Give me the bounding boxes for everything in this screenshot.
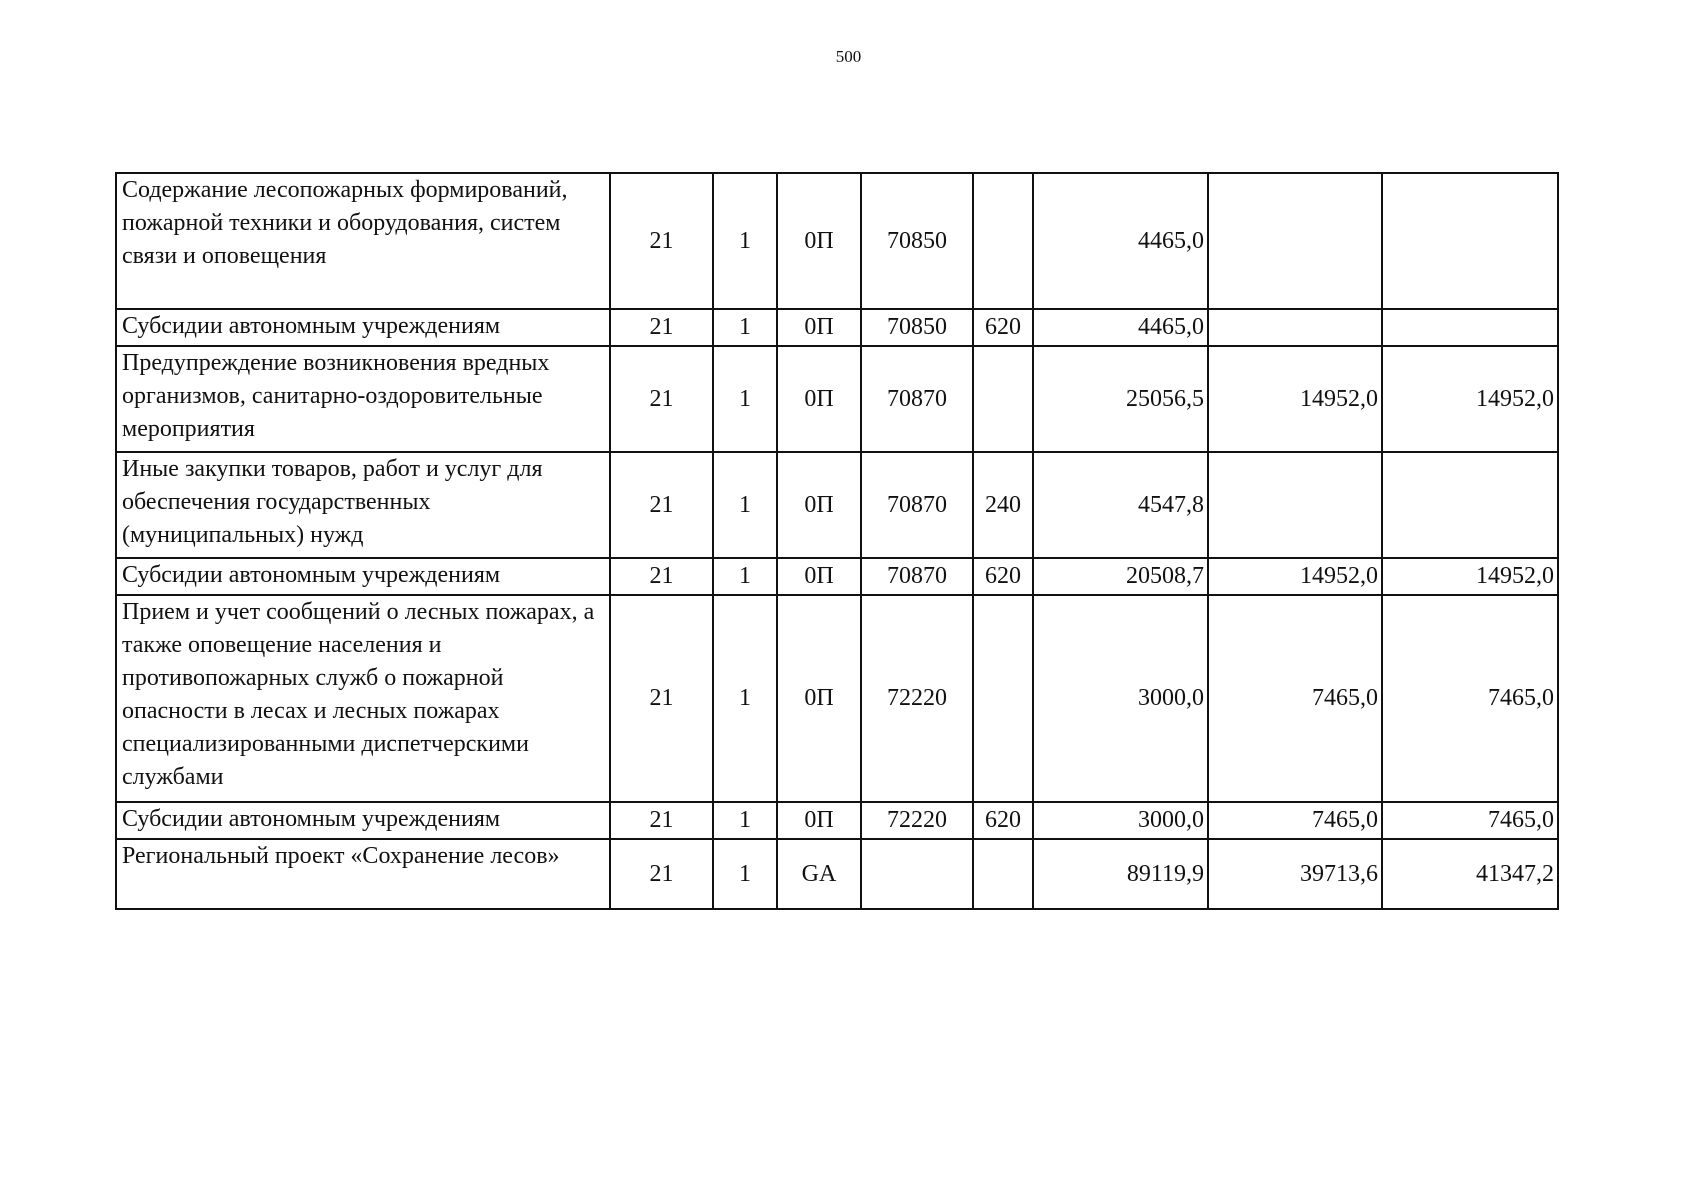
amount-1-cell: 4547,8: [1033, 452, 1208, 558]
gp-code-cell: 21: [610, 558, 713, 595]
gp-code-cell: 21: [610, 802, 713, 839]
om-code-cell: 0П: [777, 802, 861, 839]
direction-code-cell: 70870: [861, 452, 973, 558]
table-row: [116, 346, 1558, 452]
direction-code-cell: 70870: [861, 346, 973, 452]
direction-code-cell: 72220: [861, 595, 973, 802]
amount-2-cell: 14952,0: [1208, 558, 1382, 595]
amount-2-cell: [1208, 309, 1382, 346]
direction-code-cell: 70850: [861, 173, 973, 309]
expense-type-cell: [973, 839, 1033, 909]
table-row: [116, 452, 1558, 558]
amount-2-cell: 39713,6: [1208, 839, 1382, 909]
expense-type-cell: 240: [973, 452, 1033, 558]
om-code-cell: 0П: [777, 309, 861, 346]
om-code-cell: 0П: [777, 346, 861, 452]
table-row: [116, 595, 1558, 802]
amount-1-cell: 25056,5: [1033, 346, 1208, 452]
amount-2-cell: 7465,0: [1208, 595, 1382, 802]
om-code-cell: 0П: [777, 558, 861, 595]
expense-type-cell: [973, 346, 1033, 452]
table-row: [116, 839, 1558, 909]
row-name-cell: Субсидии автономным учреждениям: [116, 309, 610, 346]
amount-2-cell: 14952,0: [1208, 346, 1382, 452]
table-row: [116, 309, 1558, 346]
row-name-cell: Субсидии автономным учреждениям: [116, 802, 610, 839]
table-row: [116, 558, 1558, 595]
table-row: [116, 802, 1558, 839]
gp-code-cell: 21: [610, 595, 713, 802]
amount-2-cell: 7465,0: [1208, 802, 1382, 839]
row-name-cell: Региональный проект «Сохранение лесов»: [116, 839, 610, 909]
amount-1-cell: 3000,0: [1033, 595, 1208, 802]
gp-code-cell: 21: [610, 452, 713, 558]
budget-table: [115, 172, 1559, 910]
direction-code-cell: 72220: [861, 802, 973, 839]
pgp-code-cell: 1: [713, 558, 777, 595]
expense-type-cell: 620: [973, 558, 1033, 595]
amount-3-cell: [1382, 309, 1558, 346]
row-name-cell: Содержание лесопожарных формирований, пожарной техники и оборудования, систем связи и оповещения: [116, 173, 610, 309]
gp-code-cell: 21: [610, 309, 713, 346]
pgp-code-cell: 1: [713, 595, 777, 802]
amount-3-cell: [1382, 173, 1558, 309]
page-number: 500: [835, 47, 862, 66]
amount-2-cell: [1208, 452, 1382, 558]
direction-code-cell: 70870: [861, 558, 973, 595]
amount-1-cell: 3000,0: [1033, 802, 1208, 839]
amount-3-cell: 7465,0: [1382, 802, 1558, 839]
table-row: [116, 173, 1558, 309]
direction-code-cell: 70850: [861, 309, 973, 346]
amount-1-cell: 89119,9: [1033, 839, 1208, 909]
amount-1-cell: 4465,0: [1033, 173, 1208, 309]
row-name-cell: Предупреждение возникновения вредных организмов, санитарно-оздоровительные мероприятия: [116, 346, 610, 452]
om-code-cell: GA: [777, 839, 861, 909]
expense-type-cell: 620: [973, 309, 1033, 346]
amount-3-cell: 14952,0: [1382, 558, 1558, 595]
gp-code-cell: 21: [610, 346, 713, 452]
amount-3-cell: 7465,0: [1382, 595, 1558, 802]
amount-3-cell: 41347,2: [1382, 839, 1558, 909]
gp-code-cell: 21: [610, 173, 713, 309]
expense-type-cell: 620: [973, 802, 1033, 839]
pgp-code-cell: 1: [713, 802, 777, 839]
row-name-cell: Иные закупки товаров, работ и услуг для обеспечения государственных (муниципальных) нужд: [116, 452, 610, 558]
pgp-code-cell: 1: [713, 309, 777, 346]
amount-1-cell: 4465,0: [1033, 309, 1208, 346]
amount-3-cell: 14952,0: [1382, 346, 1558, 452]
om-code-cell: 0П: [777, 595, 861, 802]
gp-code-cell: 21: [610, 839, 713, 909]
amount-2-cell: [1208, 173, 1382, 309]
amount-3-cell: [1382, 452, 1558, 558]
direction-code-cell: [861, 839, 973, 909]
row-name-cell: Прием и учет сообщений о лесных пожарах, а также оповещение населения и противопожарных служб о пожарной опасности в лесах и лесных пожарах специализированными диспетчерскими службами: [116, 595, 610, 802]
row-name-cell: Субсидии автономным учреждениям: [116, 558, 610, 595]
pgp-code-cell: 1: [713, 346, 777, 452]
pgp-code-cell: 1: [713, 173, 777, 309]
amount-1-cell: 20508,7: [1033, 558, 1208, 595]
om-code-cell: 0П: [777, 173, 861, 309]
pgp-code-cell: 1: [713, 452, 777, 558]
pgp-code-cell: 1: [713, 839, 777, 909]
om-code-cell: 0П: [777, 452, 861, 558]
expense-type-cell: [973, 173, 1033, 309]
expense-type-cell: [973, 595, 1033, 802]
